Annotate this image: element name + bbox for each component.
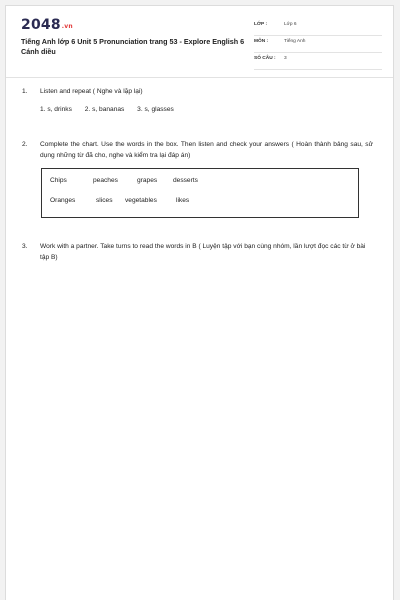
question-text: Work with a partner. Take turns to read the words in B ( Luyện tập với bạn cùng nhóm, lần lượt đọc các từ ở bài tập B) bbox=[40, 243, 366, 261]
question-text: Listen and repeat ( Nghe và lặp lại) bbox=[40, 88, 143, 95]
question-number: 1. bbox=[22, 88, 28, 95]
meta-row-grade bbox=[254, 19, 382, 36]
word-item: likes bbox=[176, 197, 190, 204]
word-item: grapes bbox=[137, 177, 158, 184]
word-item: peaches bbox=[93, 177, 118, 184]
word-item: slices bbox=[96, 197, 113, 204]
word-item: desserts bbox=[173, 177, 198, 184]
worksheet-page bbox=[5, 5, 394, 600]
word-item: Chips bbox=[50, 177, 67, 184]
option-item: 3. s, glasses bbox=[137, 106, 174, 113]
question-number: 3. bbox=[22, 243, 28, 250]
word-item: Oranges bbox=[50, 197, 76, 204]
meta-value: Lớp 6 bbox=[284, 22, 297, 27]
meta-row-count bbox=[254, 53, 382, 70]
meta-panel bbox=[254, 19, 382, 70]
option-item: 2. s, bananas bbox=[84, 106, 125, 113]
question-text: Complete the chart. Use the words in the box. Then listen and check your answers ( Hoàn thành bảng sau, sử dụng những từ đã cho, nghe và kiểm tra lại đáp án) bbox=[40, 141, 373, 159]
question-3 bbox=[22, 241, 373, 263]
page-title: Tiếng Anh lớp 6 Unit 5 Pronunciation trang 53 - Explore English 6 Cánh diều bbox=[21, 37, 245, 56]
option-item: 1. s, drinks bbox=[40, 106, 72, 113]
question-options bbox=[40, 104, 373, 115]
meta-value: Tiếng Anh bbox=[284, 39, 306, 44]
meta-key: MÔN : bbox=[254, 39, 269, 44]
word-box bbox=[41, 168, 359, 218]
meta-key: SỐ CÂU : bbox=[254, 56, 276, 61]
logo-tld: .vn bbox=[61, 23, 73, 30]
site-logo[interactable] bbox=[21, 17, 73, 33]
worksheet-header bbox=[6, 6, 393, 70]
question-number: 2. bbox=[22, 141, 28, 148]
meta-value: 3 bbox=[284, 56, 287, 61]
meta-row-subject bbox=[254, 36, 382, 53]
question-2 bbox=[22, 139, 373, 161]
logo-number: 2048 bbox=[21, 17, 61, 33]
header-divider bbox=[6, 77, 393, 78]
word-item: vegetables bbox=[125, 197, 157, 204]
meta-key: LỚP : bbox=[254, 22, 268, 27]
question-1 bbox=[22, 86, 373, 115]
